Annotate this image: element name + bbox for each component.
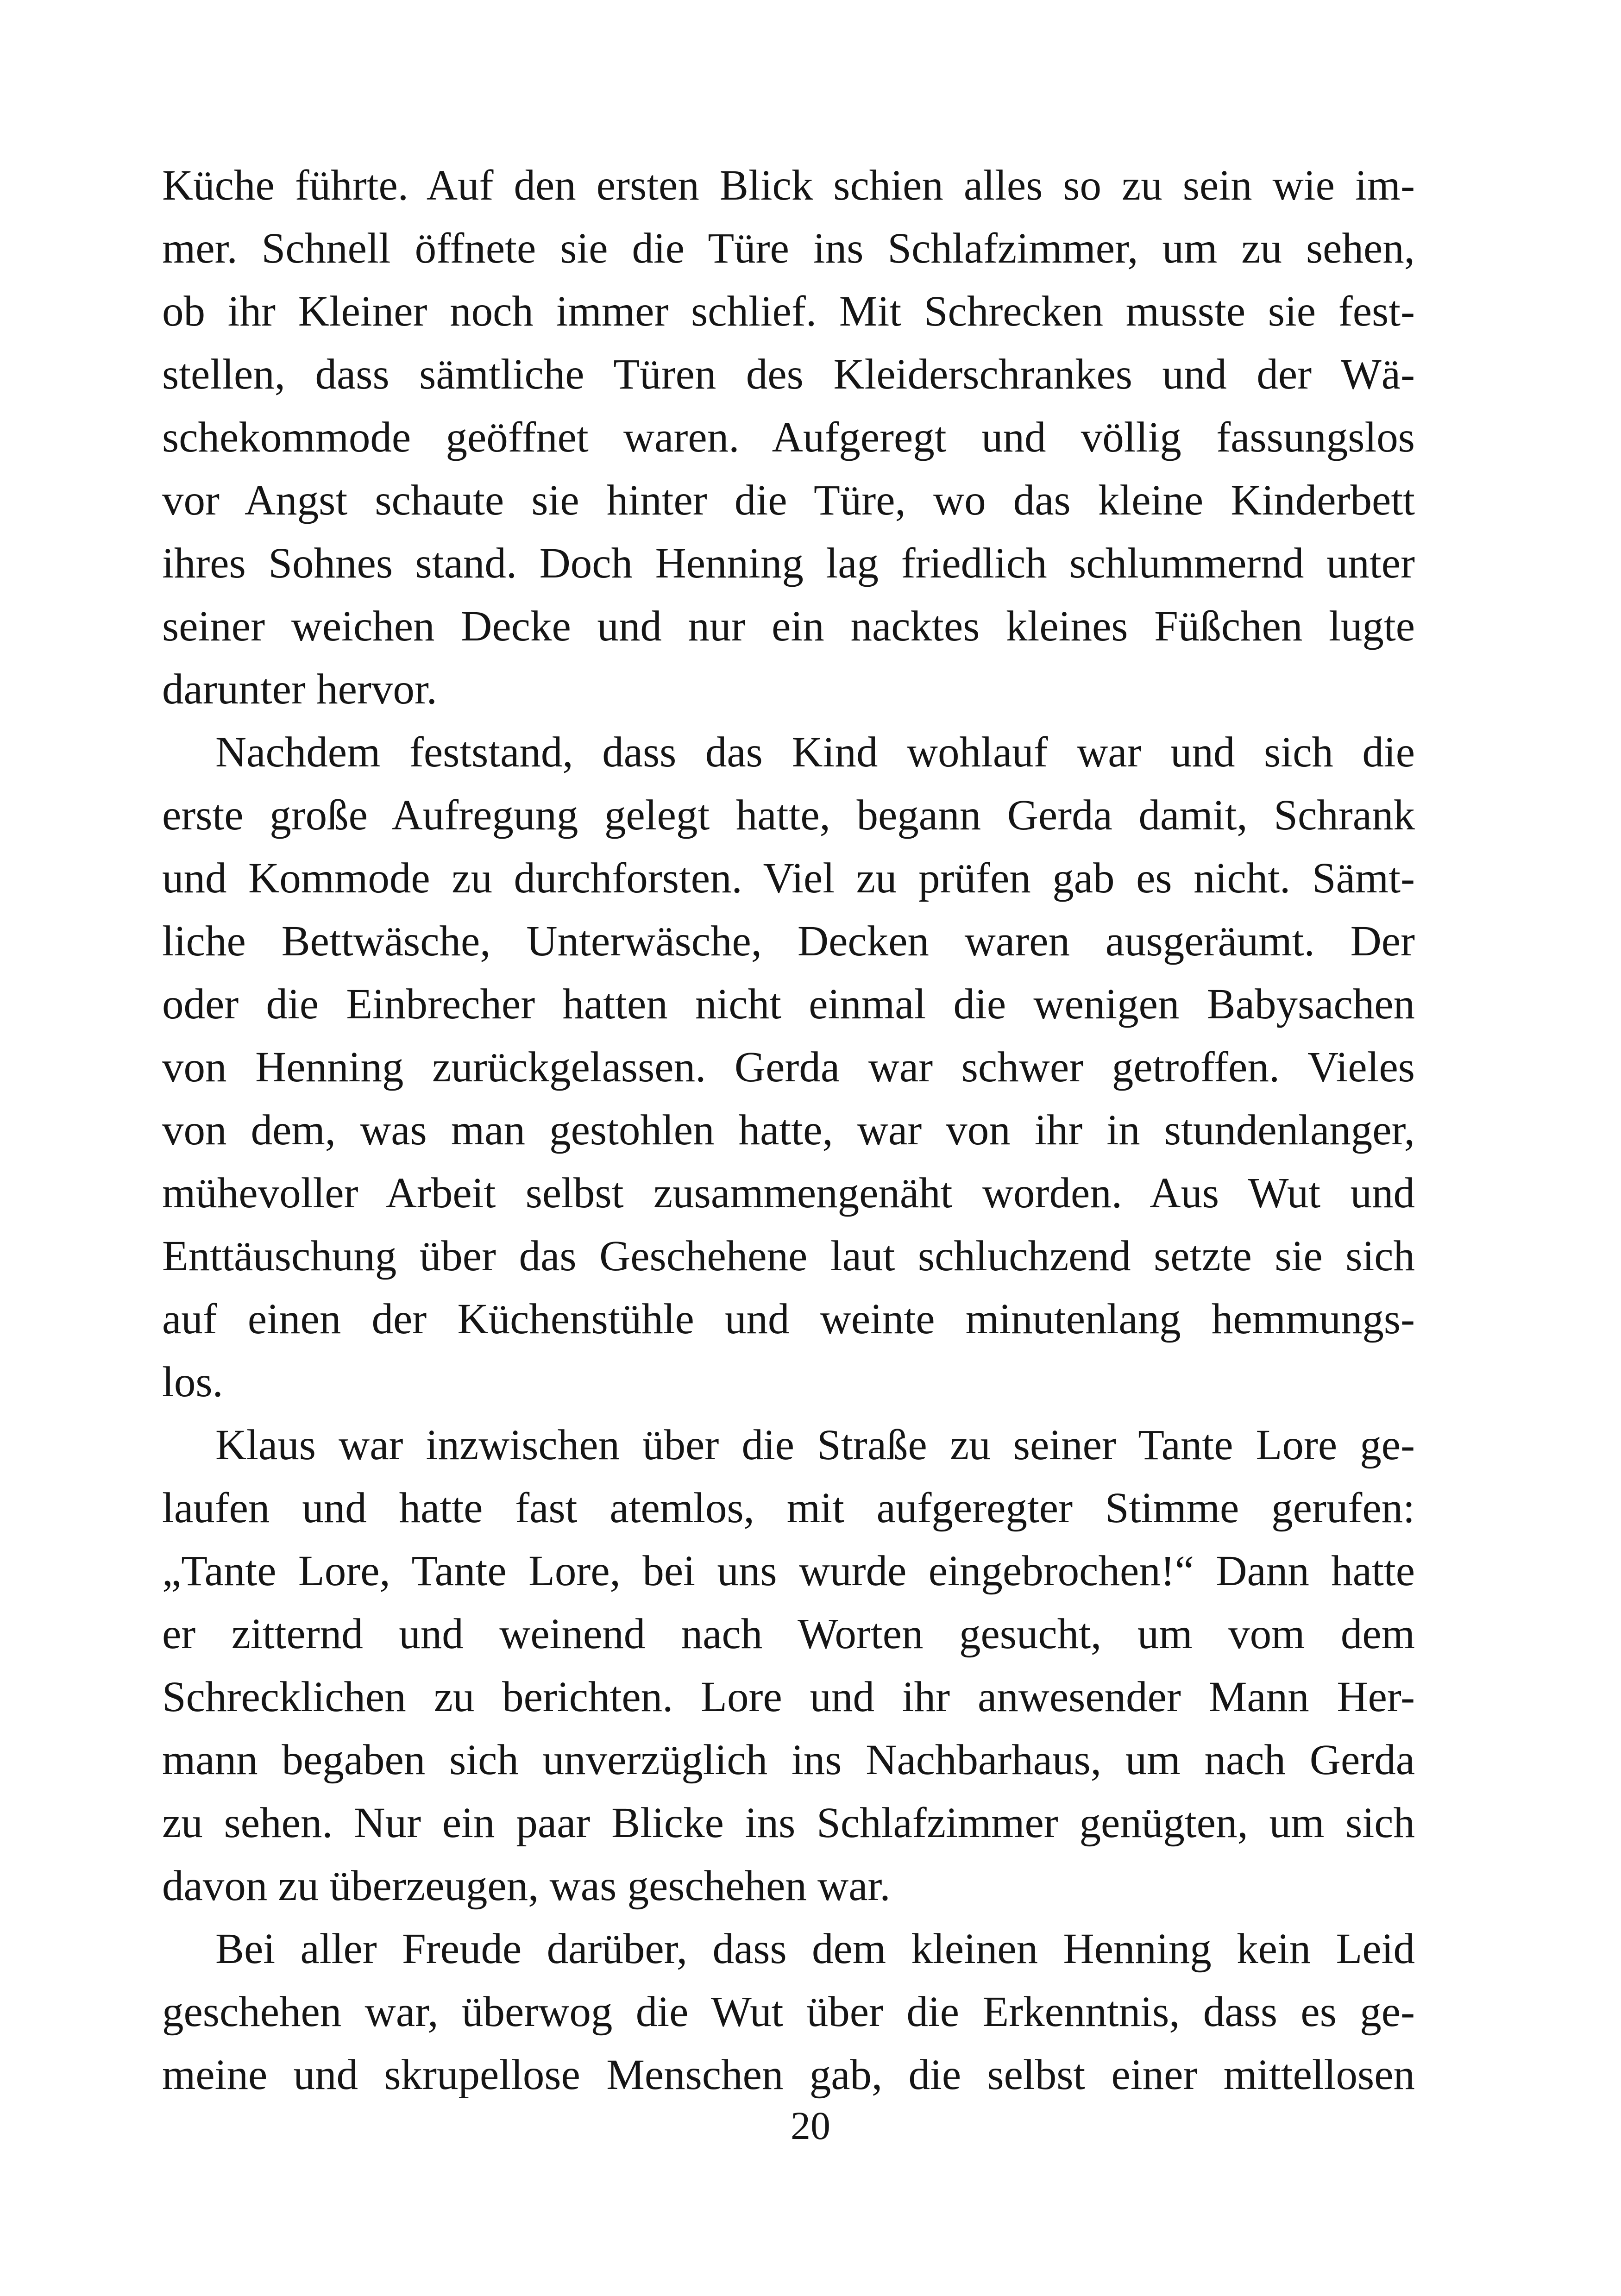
- text-line: ob ihr Kleiner noch immer schlief. Mit Schrecken musste sie fest-: [162, 288, 1415, 335]
- text-line: laufen und hatte fast atemlos, mit aufgeregter Stimme gerufen:: [162, 1484, 1415, 1532]
- text-line: von Henning zurückgelassen. Gerda war schwer getroffen. Vieles: [162, 1043, 1415, 1091]
- text-line: zu sehen. Nur ein paar Blicke ins Schlafzimmer genügten, um sich: [162, 1799, 1415, 1847]
- text-line: mann begaben sich unverzüglich ins Nachbarhaus, um nach Gerda: [162, 1736, 1415, 1784]
- text-line: oder die Einbrecher hatten nicht einmal die wenigen Babysachen: [162, 980, 1415, 1028]
- text-line: erste große Aufregung gelegt hatte, begann Gerda damit, Schrank: [162, 791, 1415, 839]
- text-line: darunter hervor.: [162, 665, 437, 713]
- text-line: von dem, was man gestohlen hatte, war von ihr in stundenlanger,: [162, 1106, 1415, 1154]
- text-line: liche Bettwäsche, Unterwäsche, Decken waren ausgeräumt. Der: [162, 917, 1415, 965]
- text-line: Küche führte. Auf den ersten Blick schien alles so zu sein wie im-: [162, 162, 1415, 209]
- text-line: er zitternd und weinend nach Worten gesucht, um vom dem: [162, 1610, 1415, 1658]
- text-line: Enttäuschung über das Geschehene laut schluchzend setzte sie sich: [162, 1232, 1415, 1280]
- text-line: los.: [162, 1358, 223, 1406]
- paragraph-first-line: Klaus war inzwischen über die Straße zu seiner Tante Lore ge-: [215, 1421, 1415, 1469]
- text-line: mühevoller Arbeit selbst zusammengenäht worden. Aus Wut und: [162, 1169, 1415, 1217]
- text-line: davon zu überzeugen, was geschehen war.: [162, 1862, 891, 1910]
- text-line: stellen, dass sämtliche Türen des Kleiderschrankes und der Wä-: [162, 351, 1415, 398]
- text-line: mer. Schnell öffnete sie die Türe ins Schlafzimmer, um zu sehen,: [162, 225, 1415, 272]
- text-line: ihres Sohnes stand. Doch Henning lag friedlich schlummernd unter: [162, 539, 1415, 587]
- body-text: [162, 154, 1415, 2107]
- text-line: vor Angst schaute sie hinter die Türe, wo das kleine Kinderbett: [162, 477, 1415, 524]
- paragraph-first-line: Nachdem feststand, dass das Kind wohlauf war und sich die: [215, 728, 1415, 776]
- text-line: Schrecklichen zu berichten. Lore und ihr anwesender Mann Her-: [162, 1673, 1415, 1721]
- text-line: geschehen war, überwog die Wut über die Erkenntnis, dass es ge-: [162, 1988, 1415, 2036]
- text-line: auf einen der Küchenstühle und weinte minutenlang hemmungs-: [162, 1295, 1415, 1343]
- text-line: „Tante Lore, Tante Lore, bei uns wurde eingebrochen!“ Dann hatte: [162, 1547, 1415, 1595]
- text-line: meine und skrupellose Menschen gab, die selbst einer mittellosen: [162, 2051, 1415, 2099]
- page-number: 20: [791, 2103, 830, 2148]
- text-line: schekommode geöffnet waren. Aufgeregt und völlig fassungslos: [162, 414, 1415, 461]
- paragraph-first-line: Bei aller Freude darüber, dass dem kleinen Henning kein Leid: [215, 1925, 1415, 1973]
- text-line: und Kommode zu durchforsten. Viel zu prüfen gab es nicht. Sämt-: [162, 854, 1415, 902]
- text-line: seiner weichen Decke und nur ein nacktes kleines Füßchen lugte: [162, 602, 1415, 650]
